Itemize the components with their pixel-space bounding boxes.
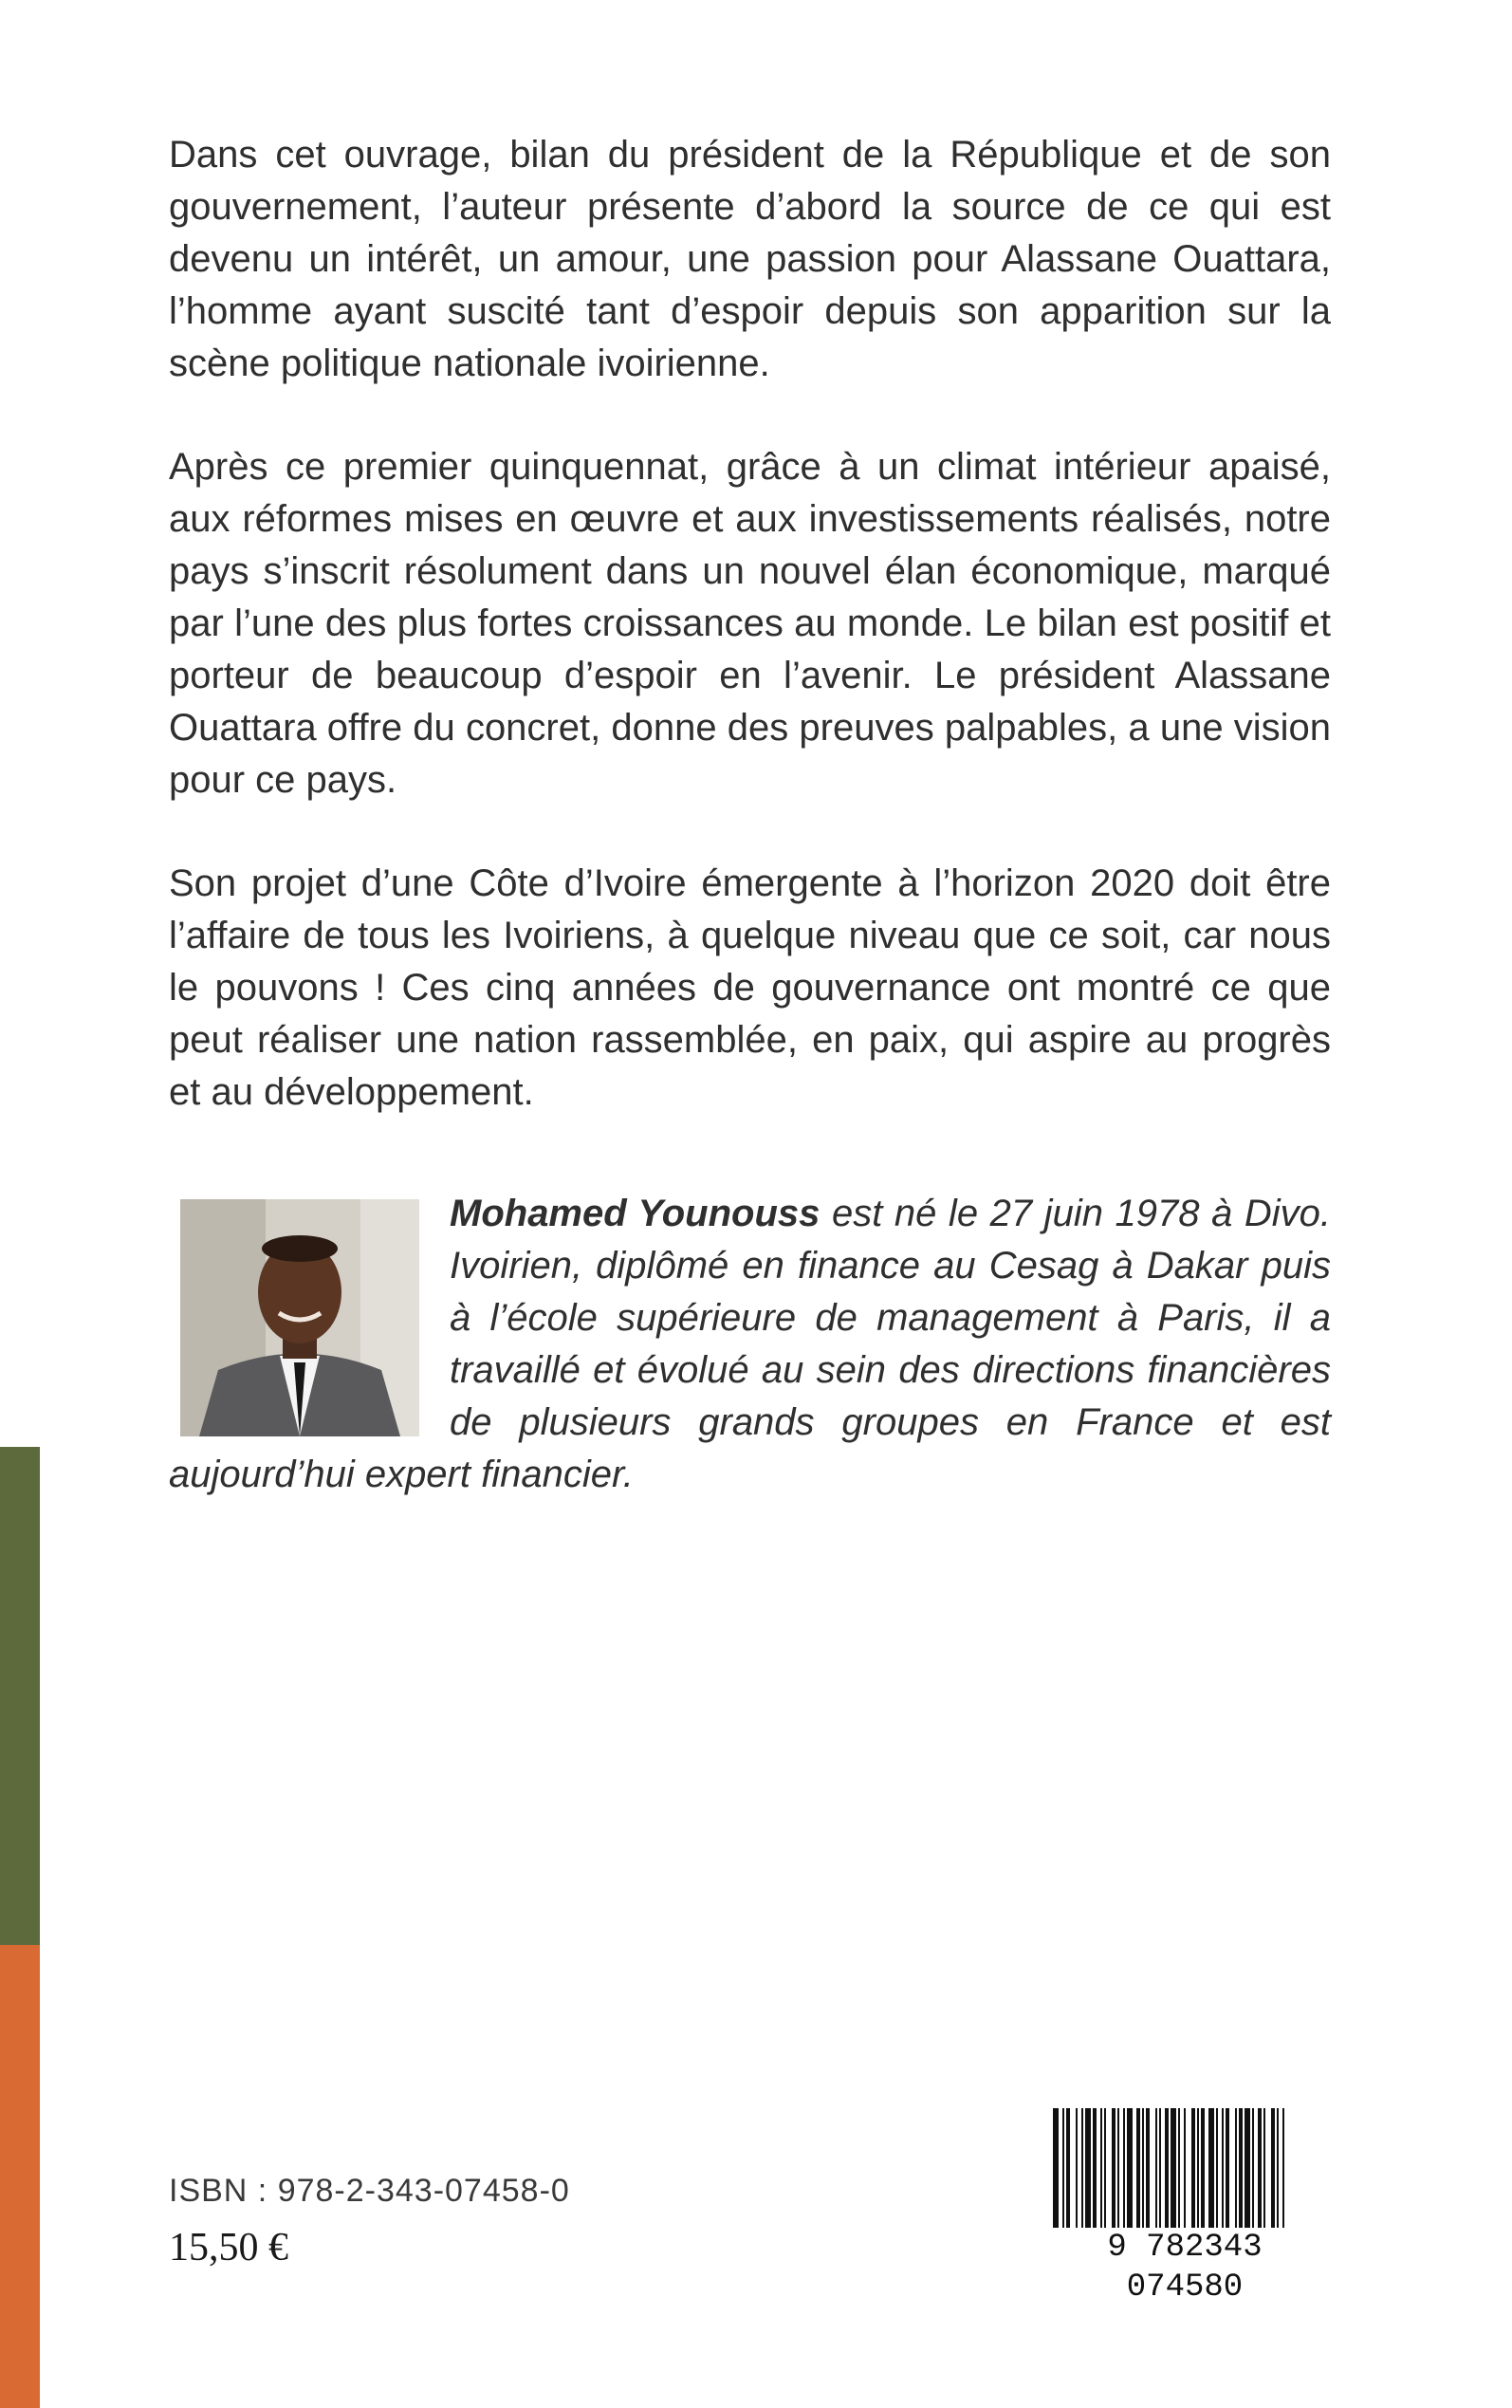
- barcode-bar: [1146, 2108, 1150, 2232]
- barcode-bar: [1277, 2108, 1279, 2232]
- barcode-bar: [1053, 2108, 1059, 2232]
- barcode-bar: [1178, 2108, 1180, 2232]
- barcode-bar: [1142, 2108, 1144, 2232]
- barcode-bar: [1100, 2108, 1102, 2232]
- barcode-bar: [1127, 2108, 1133, 2232]
- barcode-bar: [1085, 2108, 1091, 2232]
- barcode-bar: [1216, 2108, 1218, 2232]
- barcode-bar: [1263, 2108, 1265, 2232]
- barcode-bar: [1271, 2108, 1275, 2232]
- back-cover-description: [169, 129, 1331, 1170]
- barcode-bar: [1171, 2108, 1176, 2232]
- barcode-digits: 9 782343 074580: [1040, 2228, 1330, 2307]
- author-bio-section: [169, 1188, 1331, 1501]
- barcode-bar: [1235, 2108, 1237, 2232]
- barcode-bar: [1258, 2108, 1262, 2232]
- barcode-bar: [1222, 2108, 1224, 2232]
- barcode-bar: [1282, 2108, 1284, 2232]
- barcode-bar: [1201, 2108, 1205, 2232]
- spine-orange-band: [0, 1945, 40, 2408]
- barcode-bar: [1226, 2108, 1229, 2232]
- author-bio-body: est né le 27 juin 1978 à Divo. Ivoirien, diplômé en finance au Cesag à Dakar puis à l’école supérieure de management à Paris, il a travaillé et évolué au sein des directions financières de plusieurs grands groupes en France et est aujourd’hui expert financier.: [169, 1193, 1331, 1495]
- barcode-bar: [1123, 2108, 1125, 2232]
- barcode-bar: [1184, 2108, 1186, 2232]
- price-label: 15,50 €: [169, 2226, 288, 2269]
- description-paragraph-2: Après ce premier quinquennat, grâce à un climat intérieur apaisé, aux réformes mises en œuvre et aux investissements réalisés, notre pays s’inscrit résolument dans un nouvel élan économique, marqué par l’une des plus fortes croissances au monde. Le bilan est positif et porteur de beaucoup d’espoir en l’avenir. Le président Alassane Ouattara offre du concret, donne des preuves palpables, a une vision pour ce pays.: [169, 446, 1331, 801]
- barcode-bar: [1093, 2108, 1097, 2232]
- barcode-bar: [1076, 2108, 1078, 2232]
- spine-green-band: [0, 1447, 40, 1945]
- barcode-bar: [1136, 2108, 1140, 2232]
- author-name: Mohamed Younouss: [450, 1193, 821, 1234]
- barcode-bar: [1191, 2108, 1195, 2232]
- barcode-bar: [1117, 2108, 1119, 2232]
- barcode-bar: [1252, 2108, 1254, 2232]
- barcode-bar: [1081, 2108, 1083, 2232]
- barcode-bar: [1066, 2108, 1070, 2232]
- barcode-bar: [1208, 2108, 1214, 2232]
- isbn-label: ISBN : 978-2-343-07458-0: [169, 2173, 570, 2209]
- barcode-bar: [1165, 2108, 1169, 2232]
- barcode-bar: [1104, 2108, 1106, 2232]
- description-paragraph-1: Dans cet ouvrage, bilan du président de la République et de son gouvernement, l’auteur présente d’abord la source de ce qui est devenu un intérêt, un amour, une passion pour Alassane Ouattara, l’homme ayant suscité tant d’espoir depuis son apparition sur la scène politique nationale ivoirienne.: [169, 134, 1331, 384]
- barcode-bar: [1239, 2108, 1243, 2232]
- barcode-bar: [1062, 2108, 1064, 2232]
- barcode-bar: [1112, 2108, 1116, 2232]
- description-paragraph-3: Son projet d’une Côte d’Ivoire émergente à l’horizon 2020 doit être l’affaire de tous les Ivoiriens, à quelque niveau que ce soit, car nous le pouvons ! Ces cinq années de gouvernance ont montré ce que peut réaliser une nation rassemblée, en paix, qui aspire au progrès et au développement.: [169, 862, 1331, 1113]
- barcode-bar: [1159, 2108, 1161, 2232]
- barcode-bar: [1245, 2108, 1250, 2232]
- barcode-bar: [1197, 2108, 1199, 2232]
- barcode-bar: [1155, 2108, 1157, 2232]
- author-photo: [180, 1199, 419, 1436]
